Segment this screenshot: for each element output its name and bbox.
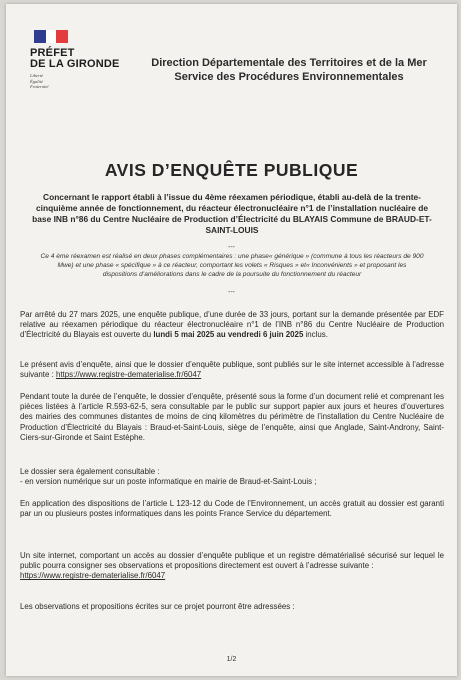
paragraph-publication: Le présent avis d’enquête, ainsi que le dossier d’enquête publique, sont publiés sur le site internet accessible à l’adresse suivante : https://www.registre-dematerialise.fr/6047	[20, 360, 444, 380]
direction-heading: Direction Départementale des Territoires et de la Mer Service des Procédures Environnementales	[151, 57, 427, 83]
paragraph-consultation: Pendant toute la durée de l’enquête, le dossier d’enquête, présenté sous la forme d’un document relié et comprenant les pièces listées à l’article R.593-62-5, sera consultable par le public sur support papier aux jours et heures d’ouvertures des mairies des communes distantes de moins de cinq kilomètres du périmètre de l’installation du Centre Nucléaire de Production d’Électricité du Blayais : Braud-et-Saint-Louis, siège de l’enquête, ainsi que Anglade, Saint-Androny, Saint-Ciers-sur-Gironde et Saint Estèphe.	[20, 392, 444, 442]
republic-motto: Liberté Égalité Fraternité	[30, 73, 49, 89]
paragraph-site: Un site internet, comportant un accès au dossier d’enquête publique et un registre dématérialisé sécurisé sur lequel le public pourra consigner ses observations et propositions directement est ouvert à l’adresse suivante : https://www.registre-dematerialise.fr/6047	[20, 551, 444, 581]
separator-bottom: ---	[228, 289, 235, 296]
subject-text: Concernant le rapport établi à l’issue du 4ème réexamen périodique, établi au-delà de la trente-cinquième année de fonctionnement, du réacteur électronucléaire n°1 de l’installation nucléaire de base INB n°86 du Centre Nucléaire de Production d’Électricité du BLAYAIS Commune de BRAUD-ET-SAINT-LOUIS	[32, 192, 432, 235]
page-number: 1/2	[226, 656, 237, 663]
registry-link[interactable]: https://www.registre-dematerialise.fr/6047	[55, 370, 202, 380]
prefecture-logo	[30, 30, 130, 90]
separator-top: ---	[228, 244, 235, 251]
prefet-label: PRÉFET DE LA GIRONDE	[30, 47, 120, 70]
paragraph-numeric: Le dossier sera également consultable : - en version numérique sur un poste informatique en mairie de Braud-et-Saint-Louis ;	[20, 467, 317, 487]
paragraph-acces: En application des dispositions de l’article L 123-12 du Code de l’Environnement, un accès gratuit au dossier est garanti par un ou plusieurs postes informatiques dans les points France Service du département.	[20, 499, 444, 519]
intro-italic: Ce 4 ème réexamen est réalisé en deux phases complémentaires : une phase« générique » (commune à tous les réacteurs de 900 Mwe) et une phase « spécifique » à ce réacteur, comportant les volets « Risques » et« Inconvénients » et proposant les dispositions d’améliorations dans le cadre de la poursuite du fonctionnement du réacteur	[40, 253, 424, 278]
marianne-flag-icon	[34, 30, 130, 43]
page-title: AVIS D’ENQUÊTE PUBLIQUE	[104, 160, 359, 180]
registry-link-2[interactable]: https://www.registre-dematerialise.fr/6047	[20, 571, 166, 581]
paragraph-observations: Les observations et propositions écrites sur ce projet pourront être adressées :	[20, 602, 295, 611]
document-page	[6, 4, 457, 676]
paragraph-arrete: Par arrêté du 27 mars 2025, une enquête publique, d’une durée de 33 jours, portant sur la demande présentée par EDF relative au réexamen périodique du réacteur électronucléaire n°1 de l’INB n°86 du Centre Nucléaire de Production d’Électricité du Blayais est ouverte du lundi 5 mai 2025 au vendredi 6 juin 2025 inclus.	[20, 310, 444, 340]
